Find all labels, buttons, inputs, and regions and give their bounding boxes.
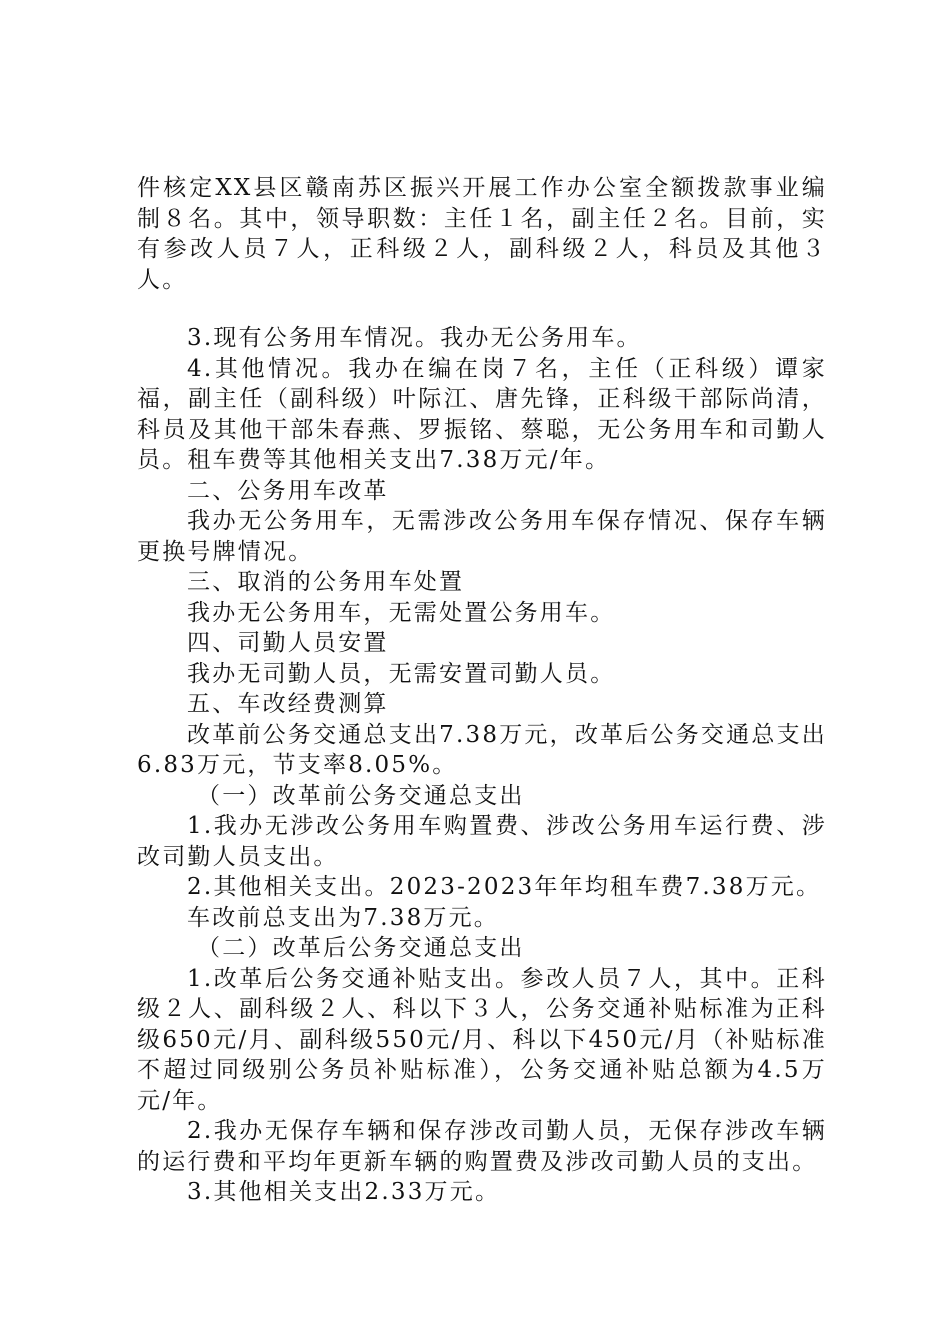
paragraph-other-situation: 4.其他情况。我办在编在岗７名，主任（正科级）谭家福，副主任（副科级）叶际江、唐先锋，正科级干部际尚清，科员及其他干部朱春燕、罗振铭、蔡聪，无公务用车和司勤人员。租车费等其他相关支出7.38万元/年。 (137, 355, 827, 473)
paragraph-vehicle-status: 3.现有公务用车情况。我办无公务用车。 (187, 325, 642, 351)
paragraph-after-item-1: 1.改革后公务交通补贴支出。参改人员７人，其中。正科级２人、副科级２人、科以下３人，公务交通补贴标准为正科级650元/月、副科级550元/月、科以下450元/月（补贴标准不超过同级别公务员补贴标准），公务交通补贴总额为4.5万元/年。 (137, 965, 827, 1114)
paragraph-staffing: 件核定XX县区赣南苏区振兴开展工作办公室全额拨款事业编制８名。其中，领导职数：主任１名，副主任２名。目前，实有参改人员７人，正科级２人，副科级２人，科员及其他３人。 (137, 175, 827, 293)
heading-section-3: 三、取消的公务用车处置 (187, 569, 465, 595)
paragraph-before-item-2: 2.其他相关支出。2023-2023年年均租车费7.38万元。 (187, 874, 822, 900)
paragraph-section-2-body: 我办无公务用车，无需涉改公务用车保存情况、保存车辆更换号牌情况。 (137, 508, 827, 565)
paragraph-section-5-body: 改革前公务交通总支出7.38万元，改革后公务交通总支出6.83万元，节支率8.05%。 (137, 721, 827, 778)
heading-section-4: 四、司勤人员安置 (187, 630, 389, 656)
paragraph-spacer (137, 295, 827, 323)
paragraph-before-total: 车改前总支出为7.38万元。 (187, 904, 500, 931)
heading-section-2: 二、公务用车改革 (187, 477, 389, 504)
subheading-before-reform: （一）改革前公务交通总支出 (197, 782, 525, 809)
heading-section-5: 五、车改经费测算 (187, 691, 389, 717)
paragraph-before-item-1: 1.我办无涉改公务用车购置费、涉改公务用车运行费、涉改司勤人员支出。 (137, 813, 827, 870)
paragraph-section-3-body: 我办无公务用车，无需处置公务用车。 (187, 599, 616, 626)
paragraph-after-item-2: 2.我办无保存车辆和保存涉改司勤人员，无保存涉改车辆的运行费和平均年更新车辆的购置费及涉改司勤人员的支出。 (137, 1118, 827, 1175)
document-body (137, 173, 827, 1208)
subheading-after-reform: （二）改革后公务交通总支出 (197, 935, 525, 961)
paragraph-after-item-3: 3.其他相关支出2.33万元。 (187, 1179, 501, 1205)
paragraph-section-4-body: 我办无司勤人员，无需安置司勤人员。 (187, 660, 616, 687)
